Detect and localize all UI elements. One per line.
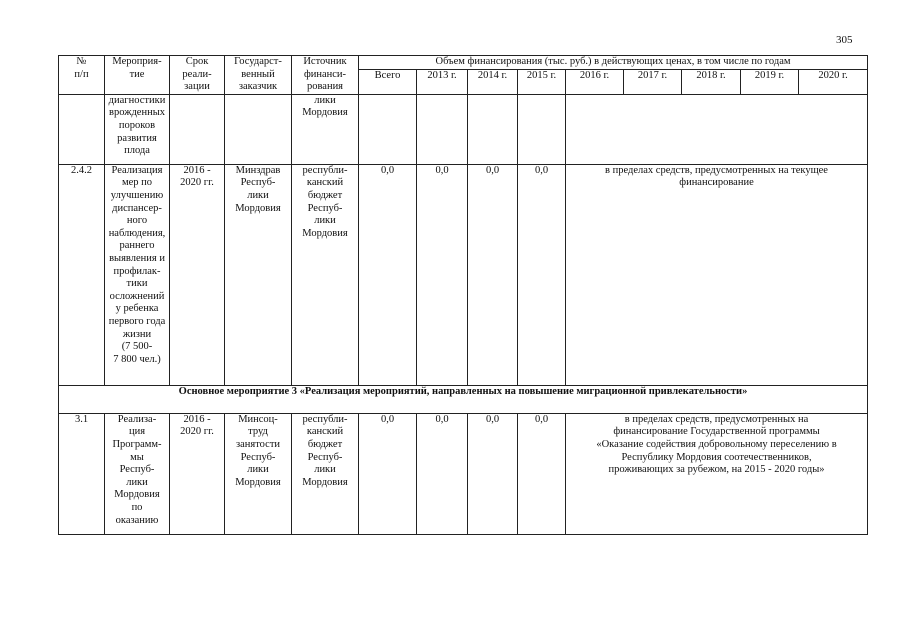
- cell-event: Реализа- ция Программ- мы Респуб- лики Мордовия по оказанию: [105, 413, 170, 534]
- cell-customer: [225, 94, 292, 164]
- cell-total: 0,0: [359, 413, 417, 534]
- cell-2014: 0,0: [468, 413, 518, 534]
- header-col-2013: 2013 г.: [417, 70, 468, 95]
- header-col-2017: 2017 г.: [624, 70, 682, 95]
- header-col-2019: 2019 г.: [741, 70, 799, 95]
- header-col-2018: 2018 г.: [682, 70, 741, 95]
- cell-customer: Минздрав Респуб- лики Мордовия: [225, 164, 292, 385]
- cell-note: в пределах средств, предусмотренных на финансирование Государственной программы «Оказание содействия добровольному переселению в Республику Мордовия соотечественников, проживающих за рубежом, на 2015 - 2020 годы»: [566, 413, 868, 534]
- header-col-2015: 2015 г.: [518, 70, 566, 95]
- header-num: № п/п: [59, 56, 105, 95]
- cell-term: [170, 94, 225, 164]
- header-col-2020: 2020 г.: [799, 70, 868, 95]
- cell-source: республи- канский бюджет Респуб- лики Мордовия: [292, 413, 359, 534]
- cell-customer: Минсоц- труд занятости Респуб- лики Мордовия: [225, 413, 292, 534]
- cell-num: [59, 94, 105, 164]
- cell-note: в пределах средств, предусмотренных на текущее финансирование: [566, 164, 868, 385]
- table-row: [59, 164, 868, 385]
- cell-2014: [468, 94, 518, 164]
- table-row: [59, 413, 868, 534]
- header-col-2016: 2016 г.: [566, 70, 624, 95]
- cell-2015: 0,0: [518, 164, 566, 385]
- header-event: Мероприя- тие: [105, 56, 170, 95]
- header-col-total: Всего: [359, 70, 417, 95]
- cell-2015: [518, 94, 566, 164]
- cell-term: 2016 - 2020 гг.: [170, 413, 225, 534]
- cell-source: лики Мордовия: [292, 94, 359, 164]
- table-row: [59, 94, 868, 164]
- header-term: Срок реали- зации: [170, 56, 225, 95]
- cell-event: диагностики врожденных пороков развития плода: [105, 94, 170, 164]
- cell-num: 2.4.2: [59, 164, 105, 385]
- section-title: Основное мероприятие 3 «Реализация мероприятий, направленных на повышение миграционной привлекательности»: [59, 385, 868, 413]
- header-financing: Объем финансирования (тыс. руб.) в действующих ценах, в том числе по годам: [359, 56, 868, 70]
- header-col-2014: 2014 г.: [468, 70, 518, 95]
- cell-2014: 0,0: [468, 164, 518, 385]
- cell-total: 0,0: [359, 164, 417, 385]
- page-number: 305: [836, 34, 853, 46]
- cell-2013: 0,0: [417, 413, 468, 534]
- header-source: Источник финанси- рования: [292, 56, 359, 95]
- cell-source: республи- канский бюджет Респуб- лики Мордовия: [292, 164, 359, 385]
- cell-2013: [417, 94, 468, 164]
- cell-term: 2016 - 2020 гг.: [170, 164, 225, 385]
- cell-2013: 0,0: [417, 164, 468, 385]
- cell-num: 3.1: [59, 413, 105, 534]
- cell-event: Реализация мер по улучшению диспансер- ного наблюдения, раннего выявления и профилак- тики осложнений у ребенка первого года жизни (7 500- 7 800 чел.): [105, 164, 170, 385]
- financing-table: [58, 55, 868, 535]
- cell-2015: 0,0: [518, 413, 566, 534]
- cell-note: [566, 94, 868, 164]
- cell-total: [359, 94, 417, 164]
- header-customer: Государст- венный заказчик: [225, 56, 292, 95]
